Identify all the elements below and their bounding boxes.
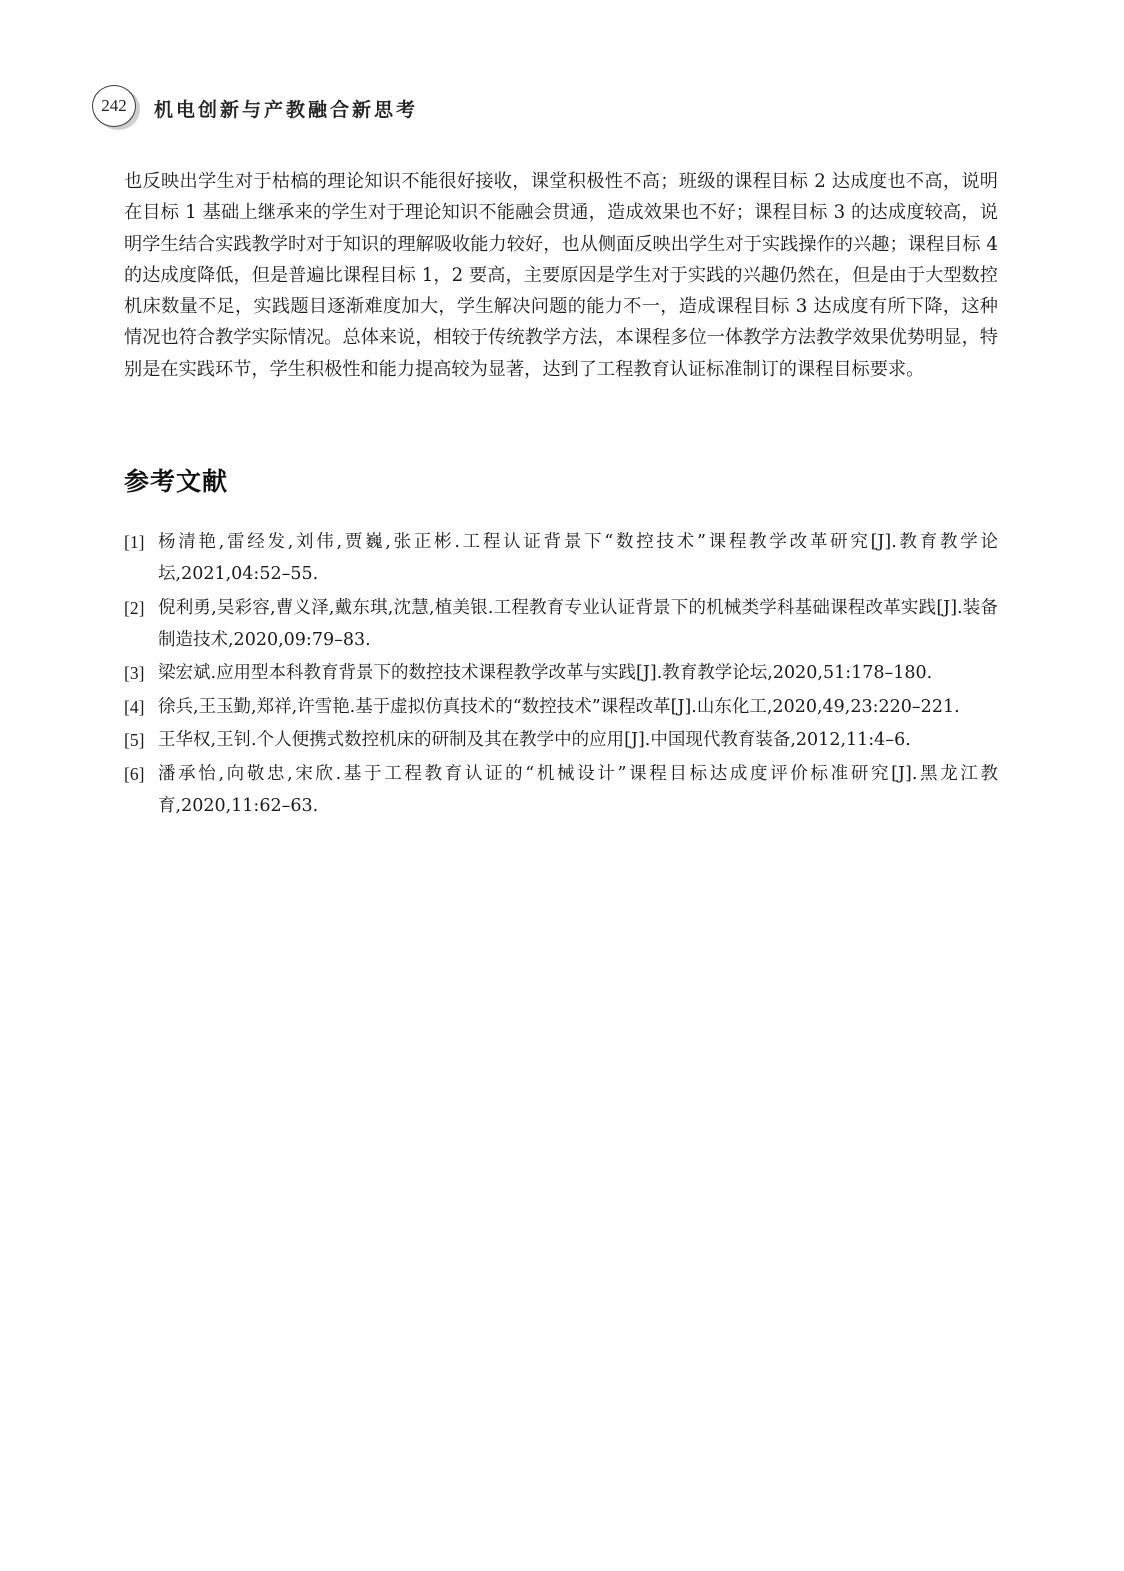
reference-item <box>124 758 998 822</box>
reference-list <box>124 526 998 823</box>
page-header <box>92 84 418 132</box>
reference-item <box>124 691 998 723</box>
reference-text: 倪利勇,吴彩容,曹义泽,戴东琪,沈慧,植美银.工程教育专业认证背景下的机械类学科基础课程改革实践[J].装备制造技术,2020,09:79–83. <box>158 597 998 650</box>
book-title: 机电创新与产教融合新思考 <box>154 98 419 121</box>
reference-text: 梁宏斌.应用型本科教育背景下的数控技术课程教学改革与实践[J].教育教学论坛,2020,51:178–180. <box>158 663 933 683</box>
reference-item <box>124 592 998 656</box>
reference-number: [2] <box>124 597 145 618</box>
page-number: 242 <box>92 85 136 127</box>
reference-item <box>124 724 998 756</box>
reference-number: [1] <box>124 532 145 552</box>
reference-item <box>124 657 998 689</box>
reference-text: 徐兵,王玉勤,郑祥,许雪艳.基于虚拟仿真技术的“数控技术”课程改革[J].山东化工,2020,49,23:220–221. <box>158 696 960 717</box>
reference-text: 潘承怡,向敬忠,宋欣.基于工程教育认证的“机械设计”课程目标达成度评价标准研究[J].黑龙江教育,2020,11:62–63. <box>158 763 998 816</box>
body-paragraph: 也反映出学生对于枯槁的理论知识不能很好接收，课堂积极性不高；班级的课程目标 2 达成度也不高，说明在目标 1 基础上继承来的学生对于理论知识不能融会贯通，造成效果也不好；课程目标 3 的达成度较高，说明学生结合实践教学时对于知识的理解吸收能力较好，也从侧面反映出学生对于实践操作的兴趣；课程目标 4 的达成度降低，但是普遍比课程目标 1，2 要高，主要原因是学生对于实践的兴趣仍然在，但是由于大型数控机床数量不足，实践题目逐渐难度加大，学生解决问题的能力不一，造成课程目标 3 达成度有所下降，这种情况也符合教学实际情况。总体来说，相较于传统教学方法，本课程多位一体教学方法教学效果优势明显，特别是在实践环节，学生积极性和能力提高较为显著，达到了工程教育认证标准制订的课程目标要求。 <box>124 171 998 380</box>
page-number-badge <box>92 85 142 131</box>
reference-number: [6] <box>124 763 145 784</box>
reference-number: [4] <box>124 696 145 717</box>
reference-text: 王华权,王钊.个人便携式数控机床的研制及其在教学中的应用[J].中国现代教育装备,2012,11:4–6. <box>158 730 911 750</box>
references-heading: 参考文献 <box>124 467 229 496</box>
reference-text: 杨清艳,雷经发,刘伟,贾巍,张正彬.工程认证背景下“数控技术”课程教学改革研究[J].教育教学论坛,2021,04:52–55. <box>158 532 998 584</box>
reference-number: [5] <box>124 730 145 750</box>
reference-item <box>124 526 998 590</box>
reference-number: [3] <box>124 663 145 683</box>
